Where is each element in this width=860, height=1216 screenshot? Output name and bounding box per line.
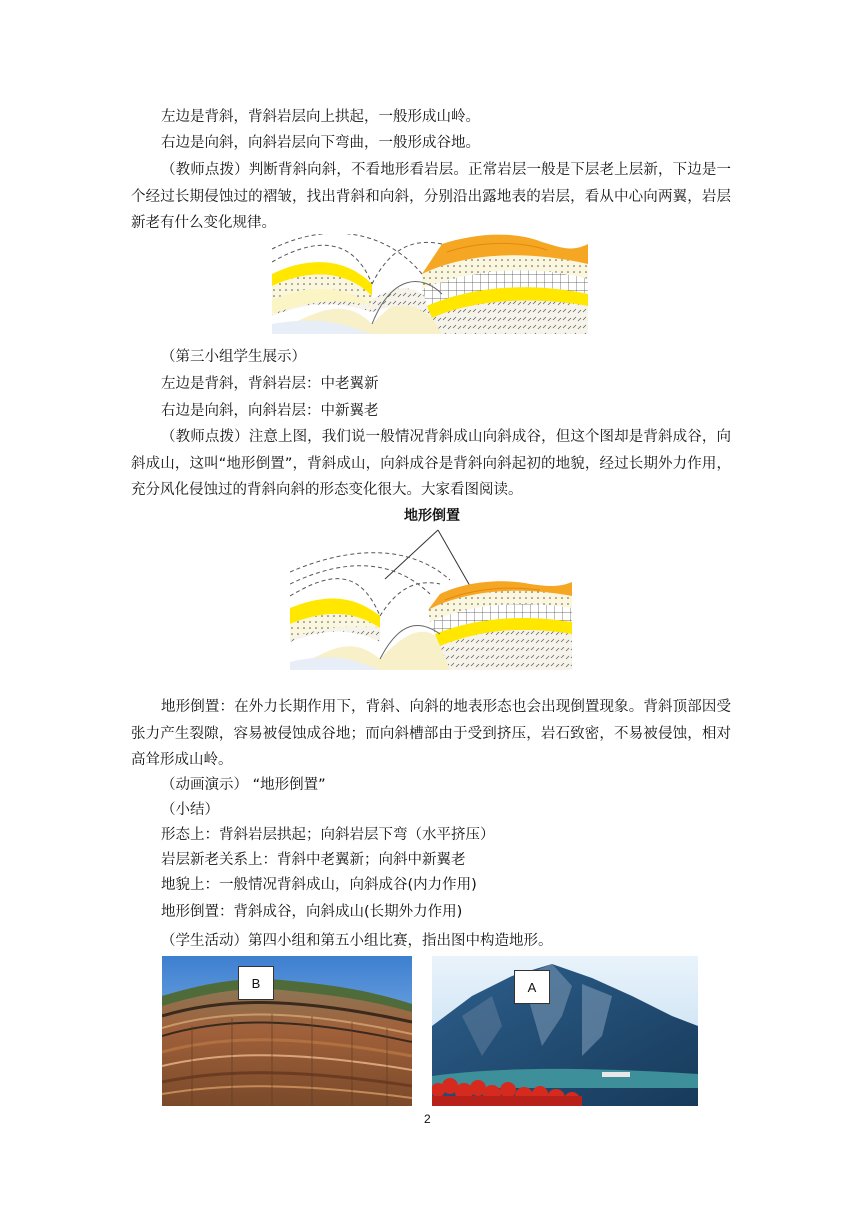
paragraph-summary-landform: 地貌上：一般情况背斜成山，向斜成谷(内力作用) — [161, 877, 477, 893]
paragraph-summary-form: 形态上：背斜岩层拱起；向斜岩层下弯（水平挤压） — [161, 827, 495, 843]
paragraph-summary-heading: （小结） — [161, 802, 219, 818]
paragraph-anticline-left: 左边是背斜，背斜岩层向上拱起，一般形成山岭。 — [161, 109, 480, 125]
paragraph-group3-show: （第三小组学生展示） — [161, 349, 306, 365]
paragraph-student-activity: （学生活动）第四小组和第五小组比赛，指出图中构造地形。 — [161, 933, 553, 949]
figure-title-relief-inversion: 地形倒置 — [404, 508, 460, 524]
paragraph-summary-age: 岩层新老关系上：背斜中老翼新；向斜中新翼老 — [161, 852, 466, 868]
paragraph-anticline-layers: 左边是背斜，背斜岩层：中老翼新 — [161, 376, 379, 392]
relief-inversion-diagram — [290, 524, 572, 670]
photo-label-a: A — [514, 970, 550, 1004]
paragraph-teacher-hint-2: （教师点拨）注意上图，我们说一般情况背斜成山向斜成谷，但这个图却是背斜成谷，向斜成山，这叫“地形倒置”，背斜成山，向斜成谷是背斜向斜起初的地貌，经过长期外力作用，充分风化侵蚀过的背斜向斜的形态变化很大。大家看图阅读。 — [131, 429, 731, 498]
paragraph-teacher-hint-1: （教师点拨）判断背斜向斜，不看地形看岩层。正常岩层一般是下层老上层新，下边是一个经过长期侵蚀过的褶皱，找出背斜和向斜，分别沿出露地表的岩层，看从中心向两翼，岩层新老有什么变化规律。 — [131, 162, 731, 231]
paragraph-syncline-layers: 右边是向斜，向斜岩层：中新翼老 — [161, 403, 379, 419]
paragraph-animation: （动画演示） “地形倒置” — [161, 777, 326, 793]
photo-rock-strata — [162, 956, 412, 1106]
paragraph-relief-inversion: 地形倒置：在外力长期作用下，背斜、向斜的地表形态也会出现倒置现象。背斜顶部因受张力产生裂隙，容易被侵蚀成谷地；而向斜槽部由于受到挤压，岩石致密，不易被侵蚀，相对高耸形成山岭。 — [131, 699, 731, 768]
photo-label-b: B — [238, 966, 274, 1000]
paragraph-summary-inversion: 地形倒置：背斜成谷，向斜成山(长期外力作用) — [161, 904, 463, 920]
paragraph-syncline-right: 右边是向斜，向斜岩层向下弯曲，一般形成谷地。 — [161, 135, 480, 151]
fold-diagram — [272, 234, 588, 334]
page-number: 2 — [424, 1112, 431, 1126]
photo-mountain-gorge — [432, 956, 698, 1106]
